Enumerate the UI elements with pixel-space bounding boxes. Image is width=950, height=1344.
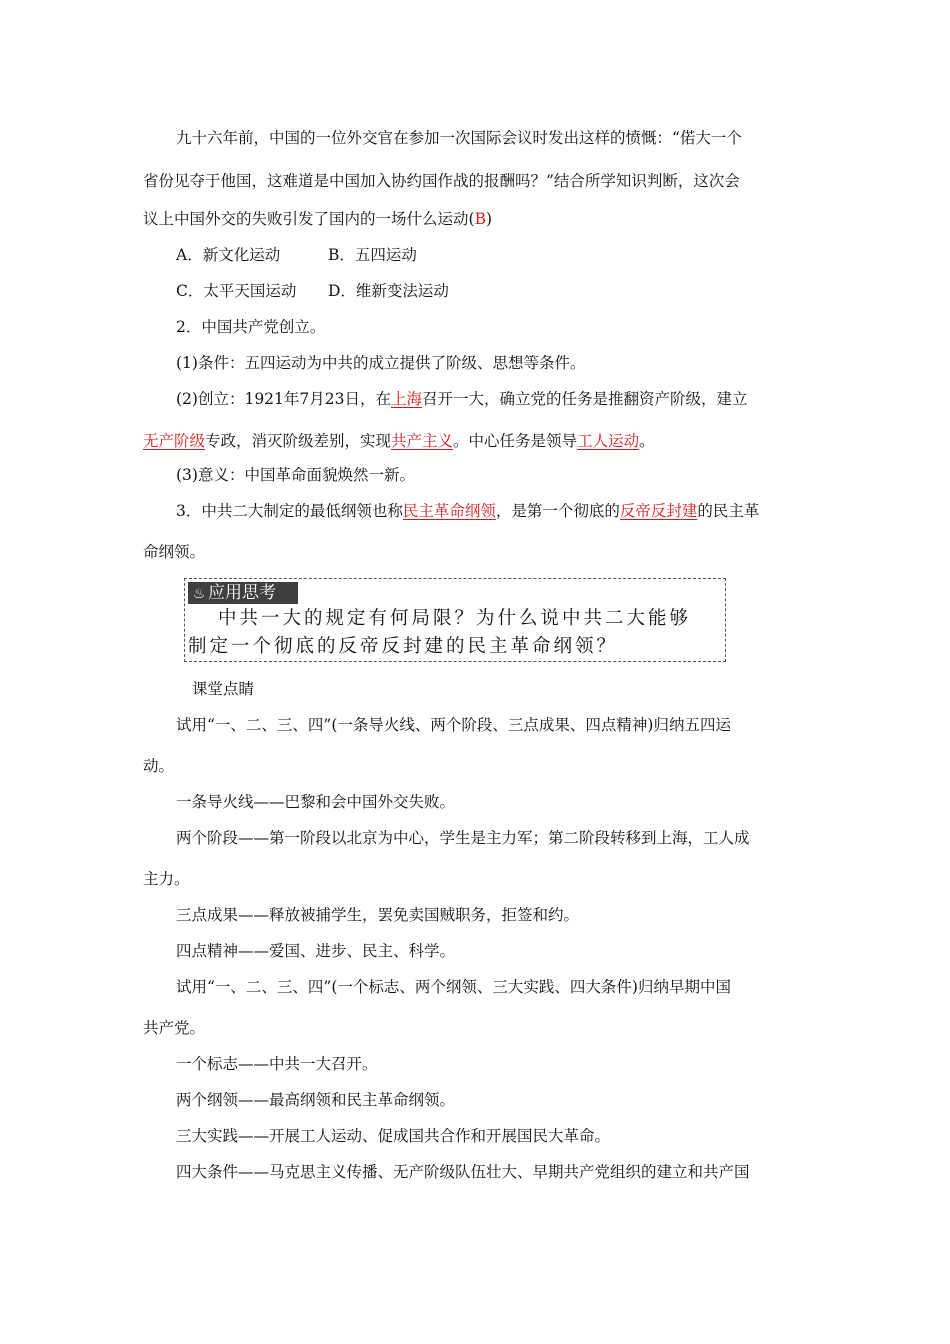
question-stem-line2: 省份见夺于他国，这难道是中国加入协约国作战的报酬吗？”结合所学知识判断，这次会 bbox=[143, 172, 740, 190]
blank-democratic-program: 民主革命纲领 bbox=[402, 502, 496, 520]
section2-item2-line2 bbox=[143, 430, 808, 452]
summary-p1-b-line2: 主力。 bbox=[143, 870, 190, 888]
summary-p1-a: 一条导火线——巴黎和会中国外交失败。 bbox=[176, 793, 456, 811]
item2-prefix: (2)创立：1921年7月23日，在 bbox=[176, 390, 391, 408]
question-stem-line3 bbox=[143, 208, 808, 230]
question-stem-suffix: ) bbox=[485, 210, 493, 228]
item2-b2: 专政，消灭阶级差别，实现 bbox=[205, 432, 392, 450]
options-row-2 bbox=[176, 280, 841, 302]
question-stem-line1: 九十六年前，中国的一位外交官在参加一次国际会议时发出这样的愤慨：“偌大一个 bbox=[176, 129, 742, 147]
summary-p2-line2: 共产党。 bbox=[143, 1019, 206, 1037]
blank-proletariat: 无产阶级 bbox=[143, 432, 206, 450]
section3-line1 bbox=[176, 500, 841, 522]
item2-b4: 。中心任务是领导 bbox=[453, 432, 578, 450]
summary-heading: 课堂点睛 bbox=[192, 680, 255, 698]
summary-p1-line2: 动。 bbox=[143, 757, 175, 775]
section3-line2: 命纲领。 bbox=[143, 543, 206, 561]
think-tag bbox=[188, 582, 298, 604]
section2-item1: (1)条件：五四运动为中共的成立提供了阶级、思想等条件。 bbox=[176, 354, 586, 372]
section3-suffix: 的民主革 bbox=[697, 502, 760, 520]
option-b: B．五四运动 bbox=[328, 246, 417, 264]
think-tag-label: 应用思考 bbox=[208, 583, 276, 603]
summary-p2-a: 一个标志——中共一大召开。 bbox=[176, 1055, 378, 1073]
summary-p1-d: 四点精神——爱国、进步、民主、科学。 bbox=[176, 942, 456, 960]
section2-item2-line1 bbox=[176, 388, 841, 410]
option-d: D．维新变法运动 bbox=[328, 282, 449, 300]
question-stem-prefix: 议上中国外交的失败引发了国内的一场什么运动( bbox=[143, 210, 475, 228]
blank-anti-imperialist: 反帝反封建 bbox=[619, 502, 698, 520]
section3-mid: ，是第一个彻底的 bbox=[495, 502, 620, 520]
section2-heading: 2．中国共产党创立。 bbox=[176, 318, 326, 336]
summary-p2-b: 两个纲领——最高纲领和民主革命纲领。 bbox=[176, 1091, 456, 1109]
blank-labor-movement: 工人运动 bbox=[577, 432, 640, 450]
options-row-1 bbox=[176, 244, 841, 266]
blank-communism: 共产主义 bbox=[391, 432, 454, 450]
think-question-line1: 中共一大的规定有何局限？为什么说中共二大能够 bbox=[218, 608, 692, 629]
summary-p1-line1: 试用“一、二、三、四”(一条导火线、两个阶段、三点成果、四点精神)归纳五四运 bbox=[176, 716, 731, 734]
summary-p1-c: 三点成果——释放被捕学生，罢免卖国贼职务，拒签和约。 bbox=[176, 906, 580, 924]
section2-item3: (3)意义：中国革命面貌焕然一新。 bbox=[176, 466, 415, 484]
item2-mid: 召开一大，确立党的任务是推翻资产阶级，建立 bbox=[422, 390, 748, 408]
option-c: C．太平天国运动 bbox=[176, 282, 297, 300]
section3-prefix: 3．中共二大制定的最低纲领也称 bbox=[176, 502, 403, 520]
summary-p2-d: 四大条件——马克思主义传播、无产阶级队伍壮大、早期共产党组织的建立和共产国 bbox=[176, 1163, 750, 1181]
summary-p2-c: 三大实践——开展工人运动、促成国共合作和开展国民大革命。 bbox=[176, 1127, 611, 1145]
answer-letter: B bbox=[474, 210, 486, 228]
summary-p1-b-line1: 两个阶段——第一阶段以北京为中心，学生是主力军；第二阶段转移到上海，工人成 bbox=[176, 829, 750, 847]
option-a: A．新文化运动 bbox=[176, 246, 281, 264]
summary-p2-line1: 试用“一、二、三、四”(一个标志、两个纲领、三大实践、四大条件)归纳早期中国 bbox=[176, 978, 731, 996]
blank-shanghai: 上海 bbox=[391, 390, 423, 408]
think-question-line2: 制定一个彻底的反帝反封建的民主革命纲领？ bbox=[188, 636, 619, 657]
item2-b6: 。 bbox=[639, 432, 655, 450]
flame-icon: ♨ bbox=[192, 586, 206, 602]
